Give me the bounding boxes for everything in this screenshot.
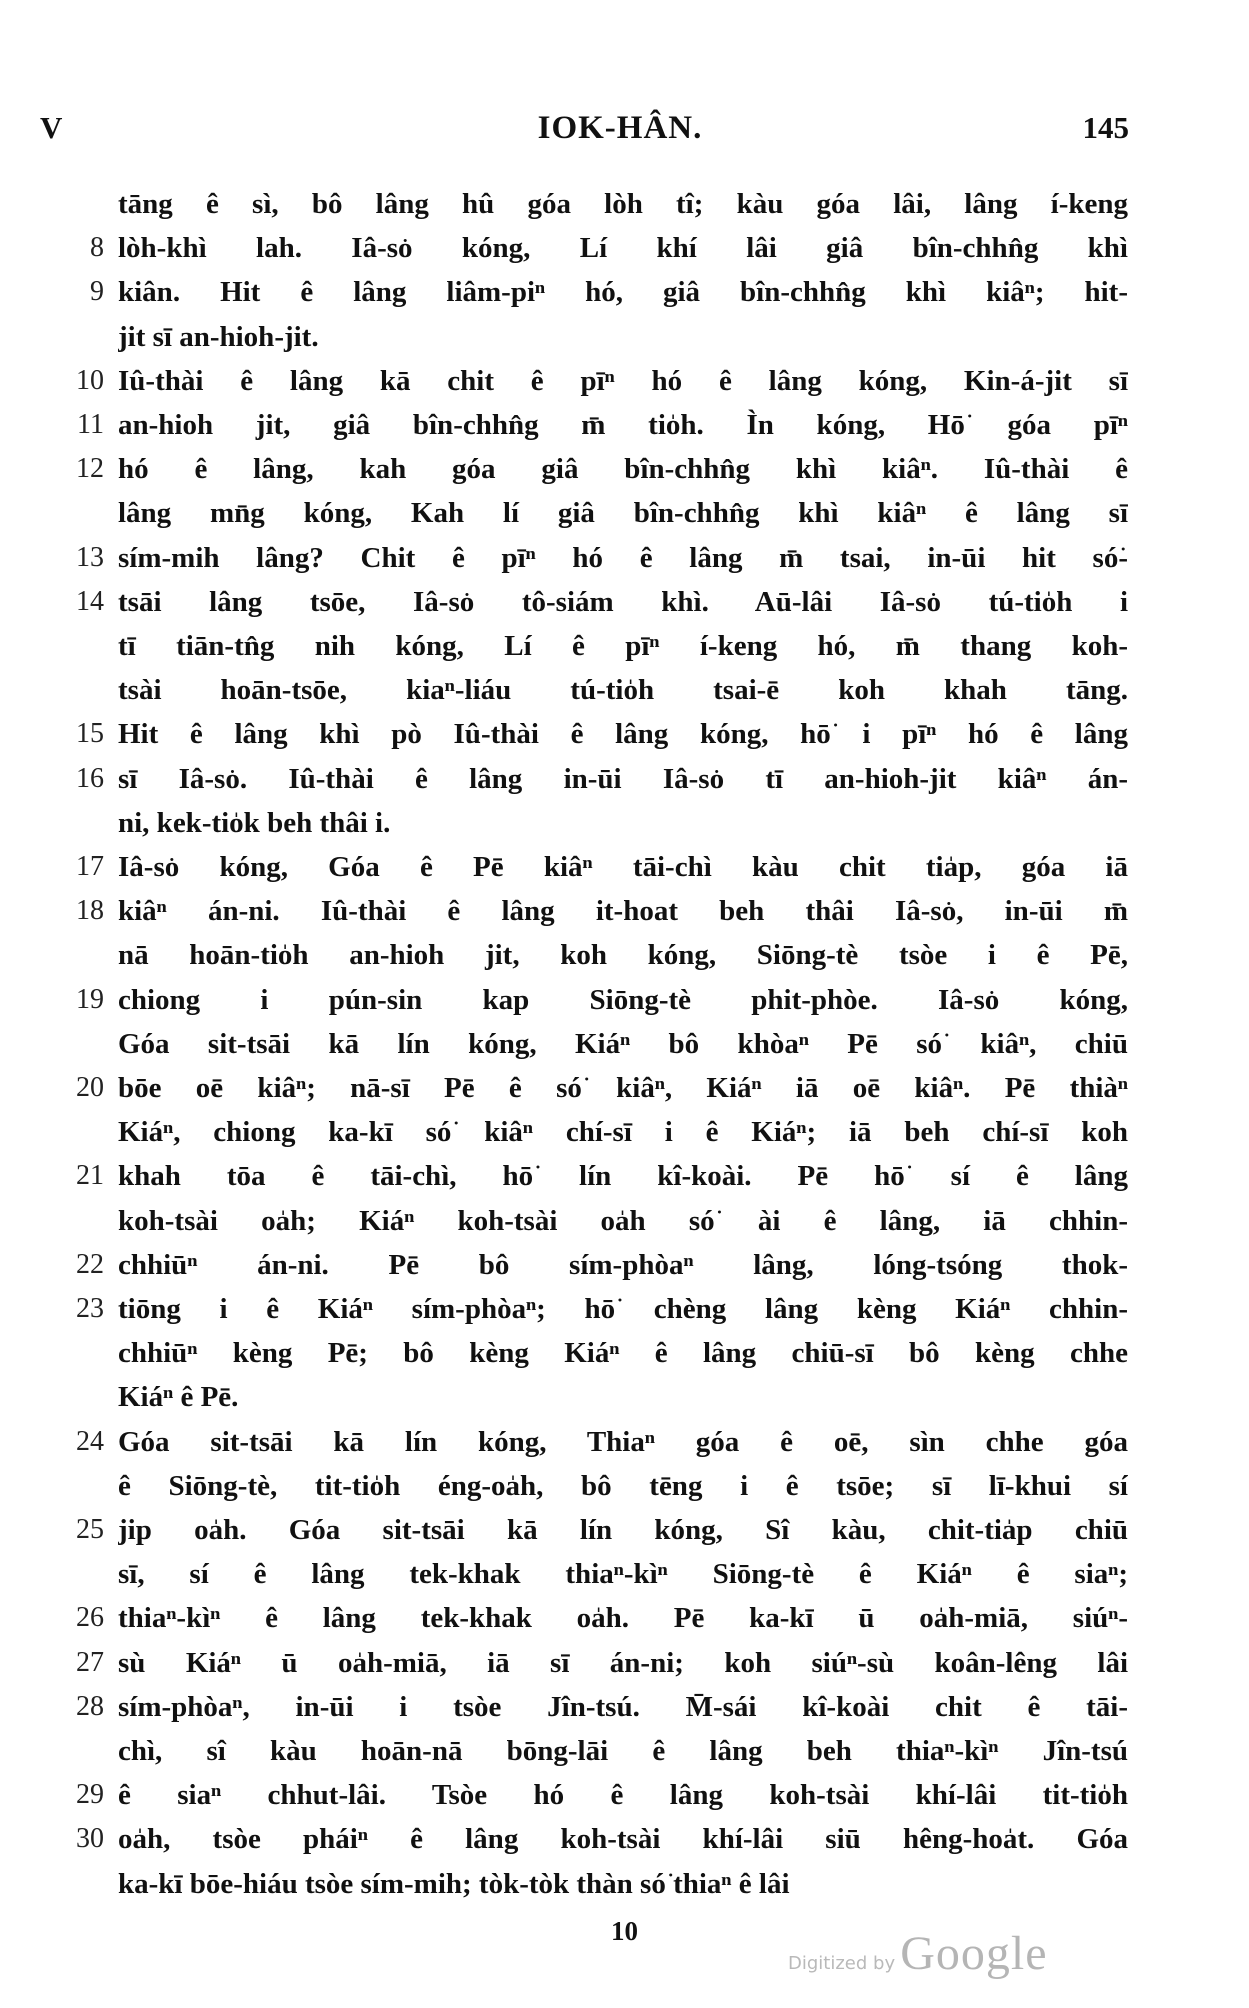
text-line	[0, 978, 1249, 1022]
digitized-prefix: Digitized by	[788, 1953, 896, 1974]
verse-number: 11	[77, 409, 104, 440]
line-text: thiaⁿ-kìⁿ ê lâng tek-khak oa̍h. Pē ka-kī ū oa̍h-miā, siúⁿ-	[118, 1602, 1128, 1635]
verse-number: 14	[76, 585, 104, 617]
line-text: bōe oē kiâⁿ; nā-sī Pē ê só͘ kiâⁿ, Kiáⁿ iā oē kiâⁿ. Pē thiàⁿ	[118, 1072, 1128, 1104]
text-line	[0, 580, 1249, 624]
line-text: tī tiān-tn̂g nih kóng, Lí ê pīⁿ í-keng hó, m̄ thang koh-	[118, 630, 1128, 662]
text-line	[0, 1596, 1249, 1640]
line-text: tāng ê sì, bô lâng hû góa lòh tî; kàu góa lâi, lâng í-keng	[118, 188, 1128, 220]
verse-number: 30	[76, 1823, 104, 1855]
line-text: Kiáⁿ ê Pē.	[118, 1381, 239, 1414]
line-text: kiâⁿ án-ni. Iû-thài ê lâng it-hoat beh thâi Iâ-so͘, in-ūi m̄	[118, 895, 1128, 928]
line-text: ê siaⁿ chhut-lâi. Tsòe hó ê lâng koh-tsài khí-lâi tit-tio̍h	[118, 1779, 1128, 1812]
text-line	[0, 182, 1249, 226]
line-text: ni, kek-tio̍k beh thâi i.	[118, 806, 391, 839]
text-line	[0, 712, 1249, 756]
line-text: kiân. Hit ê lâng liâm-piⁿ hó, giâ bîn-chhn̂g khì kiâⁿ; hit-	[118, 276, 1128, 309]
text-line	[0, 1508, 1249, 1552]
google-logo: Google	[900, 1927, 1048, 1980]
verse-number: 19	[76, 983, 104, 1015]
line-text: sím-phòaⁿ, in-ūi i tsòe Jîn-tsú. M̄-sái kî-koài chit ê tāi-	[118, 1690, 1128, 1723]
verse-number: 15	[76, 718, 104, 750]
verse-number: 9	[90, 276, 104, 308]
text-line	[0, 1110, 1249, 1154]
verse-number: 25	[76, 1514, 104, 1545]
line-text: sù Kiáⁿ ū oa̍h-miā, iā sī án-ni; koh siúⁿ-sù koân-lêng lâi	[118, 1646, 1128, 1679]
text-line	[0, 536, 1249, 580]
verse-number: 27	[76, 1646, 104, 1678]
page-number: 145	[1082, 110, 1129, 145]
text-line	[0, 933, 1249, 977]
line-text: jit sī an-hioh-jit.	[118, 320, 319, 353]
digitized-watermark	[788, 1926, 1048, 1980]
text-line	[0, 403, 1249, 447]
text-line	[0, 359, 1249, 403]
text-line	[0, 1154, 1249, 1198]
text-line	[0, 1641, 1249, 1685]
line-text: ka-kī bōe-hiáu tsòe sím-mih; tòk-tòk thàn só͘ thiaⁿ ê lâi	[118, 1867, 790, 1900]
text-line	[0, 1552, 1249, 1596]
line-text: tsāi lâng tsōe, Iâ-so͘ tô-siám khì. Aū-lâi Iâ-so͘ tú-tio̍h i	[118, 585, 1128, 618]
line-text: koh-tsài oa̍h; Kiáⁿ koh-tsài oa̍h só͘ ài ê lâng, iā chhin-	[118, 1204, 1128, 1237]
line-text: Iâ-so͘ kóng, Góa ê Pē kiâⁿ tāi-chì kàu chit tia̍p, góa iā	[118, 851, 1128, 883]
line-text: tiōng i ê Kiáⁿ sím-phòaⁿ; hō͘ chèng lâng kèng Kiáⁿ chhin-	[118, 1293, 1128, 1325]
line-text: lòh-khì lah. Iâ-so͘ kóng, Lí khí lâi giâ bîn-chhn̂g khì	[118, 232, 1128, 265]
text-line	[0, 624, 1249, 668]
verse-number: 22	[76, 1248, 104, 1280]
verse-number: 29	[76, 1779, 104, 1811]
text-line	[0, 889, 1249, 933]
verse-number: 20	[76, 1072, 104, 1103]
text-line	[0, 1685, 1249, 1729]
text-line	[0, 270, 1249, 314]
line-text: sī, sí ê lâng tek-khak thiaⁿ-kìⁿ Siōng-tè ê Kiáⁿ ê siaⁿ;	[118, 1558, 1128, 1591]
text-line	[0, 1817, 1249, 1861]
text-line	[0, 1331, 1249, 1375]
line-text: chì, sî kàu hoān-nā bōng-lāi ê lâng beh thiaⁿ-kìⁿ Jîn-tsú	[118, 1735, 1128, 1767]
text-line	[0, 1287, 1249, 1331]
line-text: Hit ê lâng khì pò Iû-thài ê lâng kóng, hō͘ i pīⁿ hó ê lâng	[118, 718, 1128, 751]
verse-number: 21	[76, 1160, 104, 1192]
line-text: tsài hoān-tsōe, kiaⁿ-liáu tú-tio̍h tsai-ē koh khah tāng.	[118, 674, 1128, 707]
verse-number: 24	[76, 1425, 104, 1457]
verse-number: 8	[90, 232, 104, 264]
text-line	[0, 1022, 1249, 1066]
line-text: chhiūⁿ kèng Pē; bô kèng Kiáⁿ ê lâng chiū-sī bô kèng chhe	[118, 1337, 1128, 1370]
text-line	[0, 668, 1249, 712]
signature-mark: 10	[611, 1916, 638, 1946]
verse-number: 12	[76, 453, 104, 485]
verse-number: 28	[76, 1690, 104, 1722]
line-text: oa̍h, tsòe pháiⁿ ê lâng koh-tsài khí-lâi siū hêng-hoa̍t. Góa	[118, 1823, 1128, 1856]
line-text: Góa sit-tsāi kā lín kóng, Kiáⁿ bô khòaⁿ Pē só͘ kiâⁿ, chiū	[118, 1027, 1128, 1060]
line-text: Góa sit-tsāi kā lín kóng, Thiaⁿ góa ê oē, sìn chhe góa	[118, 1425, 1128, 1458]
line-text: sím-mih lâng? Chit ê pīⁿ hó ê lâng m̄ tsai, in-ūi hit só͘-	[118, 541, 1128, 574]
verse-number: 13	[76, 541, 104, 573]
text-line	[0, 801, 1249, 845]
chapter-number: V	[40, 110, 63, 145]
line-text: lâng mn̄g kóng, Kah lí giâ bîn-chhn̂g khì kiâⁿ ê lâng sī	[118, 497, 1128, 530]
verse-number: 18	[76, 895, 104, 927]
text-line	[0, 1773, 1249, 1817]
verse-number: 26	[76, 1602, 104, 1634]
text-line	[0, 1066, 1249, 1110]
text-line	[0, 1420, 1249, 1464]
line-text: sī Iâ-so͘. Iû-thài ê lâng in-ūi Iâ-so͘ tī an-hioh-jit kiâⁿ án-	[118, 762, 1128, 795]
text-line	[0, 1862, 1249, 1906]
text-line	[0, 491, 1249, 535]
text-line	[0, 1243, 1249, 1287]
text-line	[0, 1199, 1249, 1243]
line-text: ê Siōng-tè, tit-tio̍h éng-oa̍h, bô tēng i ê tsōe; sī lī-khui sí	[118, 1469, 1128, 1502]
text-line	[0, 1464, 1249, 1508]
text-line	[0, 447, 1249, 491]
text-line	[0, 845, 1249, 889]
line-text: chiong i pún-sin kap Siōng-tè phit-phòe. Iâ-so͘ kóng,	[118, 983, 1128, 1016]
line-text: an-hioh jit, giâ bîn-chhn̂g m̄ tio̍h. Ìn kóng, Hō͘ góa pīⁿ	[118, 409, 1128, 441]
line-text: Kiáⁿ, chiong ka-kī só͘ kiâⁿ chí-sī i ê Kiáⁿ; iā beh chí-sī koh	[118, 1116, 1128, 1149]
text-line	[0, 1375, 1249, 1419]
line-text: chhiūⁿ án-ni. Pē bô sím-phòaⁿ lâng, lóng-tsóng thok-	[118, 1248, 1128, 1281]
verse-number: 10	[76, 364, 104, 396]
verse-number: 16	[76, 762, 104, 794]
line-text: nā hoān-tio̍h an-hioh jit, koh kóng, Siōng-tè tsòe i ê Pē,	[118, 939, 1128, 972]
verse-number: 17	[76, 851, 104, 882]
line-text: Iû-thài ê lâng kā chit ê pīⁿ hó ê lâng kóng, Kin-á-jit sī	[118, 364, 1128, 397]
line-text: hó ê lâng, kah góa giâ bîn-chhn̂g khì kiâⁿ. Iû-thài ê	[118, 453, 1128, 486]
text-line	[0, 315, 1249, 359]
text-line	[0, 757, 1249, 801]
line-text: jip oa̍h. Góa sit-tsāi kā lín kóng, Sî kàu, chit-tia̍p chiū	[118, 1514, 1128, 1546]
running-title: IOK-HÂN.	[537, 110, 703, 146]
text-line	[0, 226, 1249, 270]
line-text: khah tōa ê tāi-chì, hō͘ lín kî-koài. Pē hō͘ sí ê lâng	[118, 1160, 1128, 1193]
text-line	[0, 1729, 1249, 1773]
verse-number: 23	[76, 1293, 104, 1324]
